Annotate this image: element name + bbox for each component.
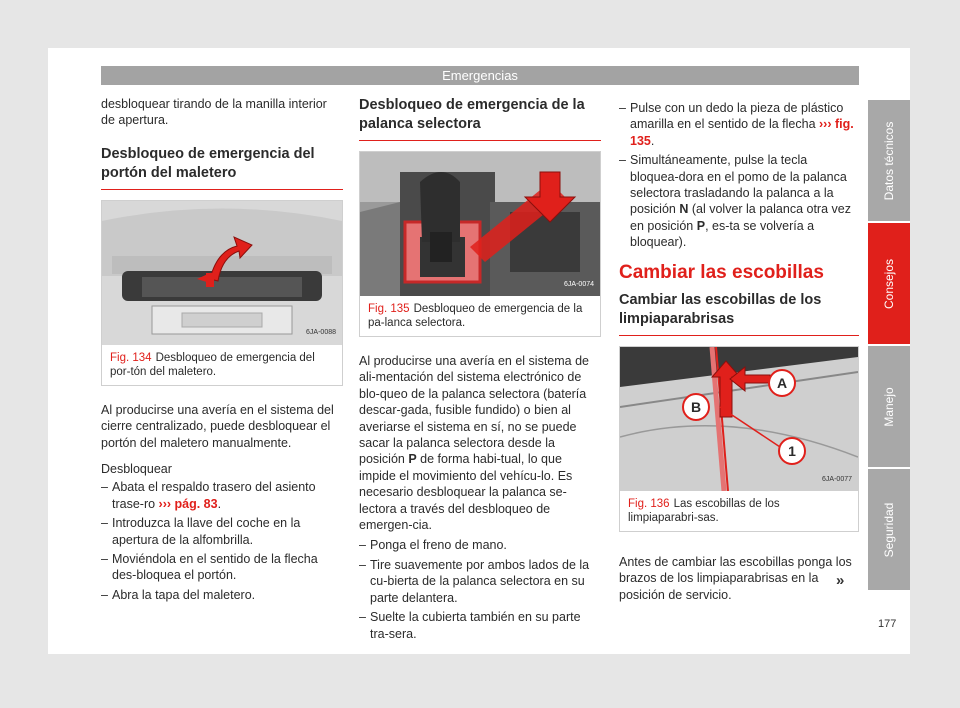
list-item: – Ponga el freno de mano. <box>359 537 601 553</box>
figure-number: Fig. 136 <box>628 498 670 511</box>
step-text: Simultáneamente, pulse la tecla bloquea-dora en el pomo de la palanca selectora trasladando la palanca a la posición <box>630 153 847 217</box>
figure-reference-link[interactable]: ››› fig. 135 <box>630 117 854 148</box>
step-tail: . <box>650 133 655 148</box>
steps-list <box>359 537 601 641</box>
image-code: 6JA-0088 <box>306 329 336 337</box>
tab-label: Consejos <box>882 258 896 309</box>
tab-consejos[interactable] <box>868 223 910 344</box>
list-item: – Abra la tapa del maletero. <box>101 587 343 603</box>
trunk-illustration <box>102 201 342 345</box>
column-2 <box>359 96 601 645</box>
paragraph-text: de forma habi-tual, lo que impide el movimiento del vehícu-lo. Es necesario desbloquear la palanca se-lectora a través del desbloqueo de emergen-cia. <box>359 452 573 533</box>
label-1: 1 <box>778 437 806 465</box>
wiper-image <box>620 347 858 491</box>
page-reference-link[interactable]: ››› pág. 83 <box>158 496 218 511</box>
figure-caption <box>620 491 858 531</box>
section-heading: Desbloqueo de emergencia de la palanca selectora <box>359 96 601 141</box>
position-p: P <box>408 452 417 467</box>
figure-135 <box>359 151 601 337</box>
figure-136 <box>619 346 859 532</box>
wiper-illustration <box>620 347 858 491</box>
procedure-label: Desbloquear <box>101 462 172 477</box>
section-heading: Cambiar las escobillas de los limpiaparabrisas <box>619 291 859 336</box>
figure-caption-text: Desbloqueo de emergencia de la pa-lanca selectora. <box>368 303 583 329</box>
image-code: 6JA-0077 <box>822 475 852 483</box>
label-b: B <box>682 393 710 421</box>
intro-text: desbloquear tirando de la manilla interior de apertura. <box>101 97 327 128</box>
paragraph-text: Al producirse una avería en el sistema de ali-mentación del sistema electrónico de blo-queo de la palanca selectora (batería descar-gada, fusible fundido) o bien al averiarse el sistema en sí, no se puede sacar la palanca selectora desde la posición <box>359 354 589 467</box>
body-paragraph: Antes de cambiar las escobillas ponga los brazos de los limpiaparabrisas en la posición de servicio. <box>619 555 852 602</box>
figure-number: Fig. 135 <box>368 303 410 315</box>
tab-label: Datos técnicos <box>882 121 896 200</box>
position-n: N <box>679 202 689 217</box>
tab-label: Manejo <box>882 386 896 427</box>
trunk-image <box>102 201 342 345</box>
figure-caption <box>102 345 342 385</box>
list-item: – Introduzca la llave del coche en la apertura de la alfombrilla. <box>101 515 343 548</box>
figure-134 <box>101 200 343 386</box>
section-header: Emergencias <box>101 66 859 85</box>
list-item: – Moviéndola en el sentido de la flecha des-bloquea el portón. <box>101 551 343 584</box>
chapter-heading: Cambiar las escobillas <box>619 261 824 283</box>
tab-seguridad[interactable] <box>868 469 910 590</box>
tab-label: Seguridad <box>882 502 896 557</box>
body-paragraph <box>359 353 601 533</box>
position-p: P <box>696 218 706 233</box>
gear-lever-image <box>360 152 600 296</box>
steps-list <box>101 479 343 603</box>
page-number: 177 <box>878 618 897 630</box>
step-text: Pulse con un dedo la pieza de plástico amarilla en el sentido de la flecha <box>630 101 844 132</box>
figure-caption-text: Las escobillas de los limpiaparabri-sas. <box>628 498 780 525</box>
figure-number: Fig. 134 <box>110 351 152 364</box>
list-item <box>101 479 343 512</box>
section-heading: Desbloqueo de emergencia del portón del maletero <box>101 145 343 190</box>
tab-datos-tecnicos[interactable] <box>868 100 910 221</box>
step-text: Abata el respaldo trasero del asiento trase-ro <box>112 480 316 511</box>
list-item <box>619 152 859 250</box>
step-text: (al volver la palanca otra vez en posición <box>630 202 851 233</box>
side-tabs <box>868 100 910 592</box>
step-text: , es-ta se volvería a bloquear). <box>630 218 815 250</box>
tab-manejo[interactable] <box>868 346 910 467</box>
list-item: – Tire suavemente por ambos lados de la cu-bierta de la palanca selectora en su parte delantera. <box>359 557 601 606</box>
label-a: A <box>768 369 796 397</box>
continue-marker: » <box>836 572 845 589</box>
figure-caption <box>360 296 600 336</box>
image-code: 6JA-0074 <box>564 280 594 288</box>
list-item: – Suelte la cubierta también en su parte tra-sera. <box>359 609 601 642</box>
gear-lever-illustration <box>360 152 600 296</box>
step-tail: . <box>217 496 222 511</box>
column-1 <box>101 96 343 606</box>
figure-caption-text: Desbloqueo de emergencia del por-tón del maletero. <box>110 351 315 378</box>
column-3 <box>619 100 859 603</box>
body-paragraph: Al producirse una avería en el sistema del cierre centralizado, puede desbloquear el portón del maletero manualmente. <box>101 402 334 450</box>
list-item <box>619 100 859 149</box>
steps-list <box>619 100 859 251</box>
